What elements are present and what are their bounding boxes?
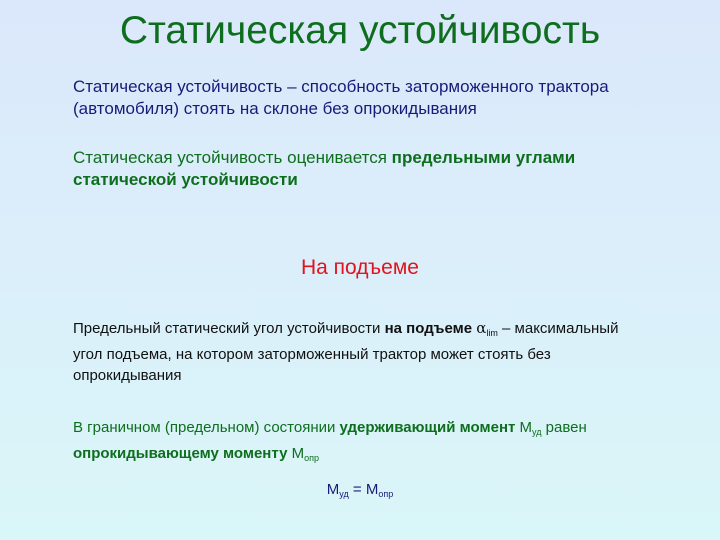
moment-m2-subscript: опр: [304, 453, 319, 463]
moment-m2: M: [287, 445, 305, 462]
moment-bold-2: опрокидывающему моменту: [73, 445, 288, 462]
moment-text: [73, 417, 653, 469]
moment-prefix: В граничном (предельном) состоянии: [73, 419, 340, 436]
limit-angle-text: [73, 318, 643, 386]
assessment-bold: предельными углами статической устойчивости: [73, 148, 576, 189]
assessment-prefix: Статическая устойчивость оценивается: [73, 148, 392, 167]
moment-m1: M: [515, 419, 533, 436]
alpha-subscript: lim: [486, 328, 498, 338]
moment-middle: равен: [541, 419, 587, 436]
formula-left-subscript: уд: [339, 489, 349, 499]
formula-right-subscript: опр: [378, 489, 394, 499]
moment-m1-subscript: уд: [532, 427, 542, 437]
assessment-text: [73, 147, 673, 191]
limit-angle-prefix: Предельный статический угол устойчивости: [73, 320, 385, 337]
moment-bold-1: удерживающий момент: [339, 419, 516, 436]
limit-angle-suffix: – максимальный угол подъема, на котором заторможенный трактор может стоять без опрокидывания: [73, 320, 619, 384]
formula: [0, 481, 720, 499]
formula-eq: = M: [348, 481, 379, 498]
section-heading: На подъеме: [301, 256, 419, 279]
formula-left: M: [326, 481, 340, 498]
definition-text: Статическая устойчивость – способность заторможенного трактора (автомобиля) стоять на склоне без опрокидывания: [73, 77, 609, 118]
alpha-symbol: α: [476, 319, 487, 337]
limit-angle-bold: на подъеме: [384, 320, 473, 337]
slide-title: Статическая устойчивость: [119, 9, 601, 52]
